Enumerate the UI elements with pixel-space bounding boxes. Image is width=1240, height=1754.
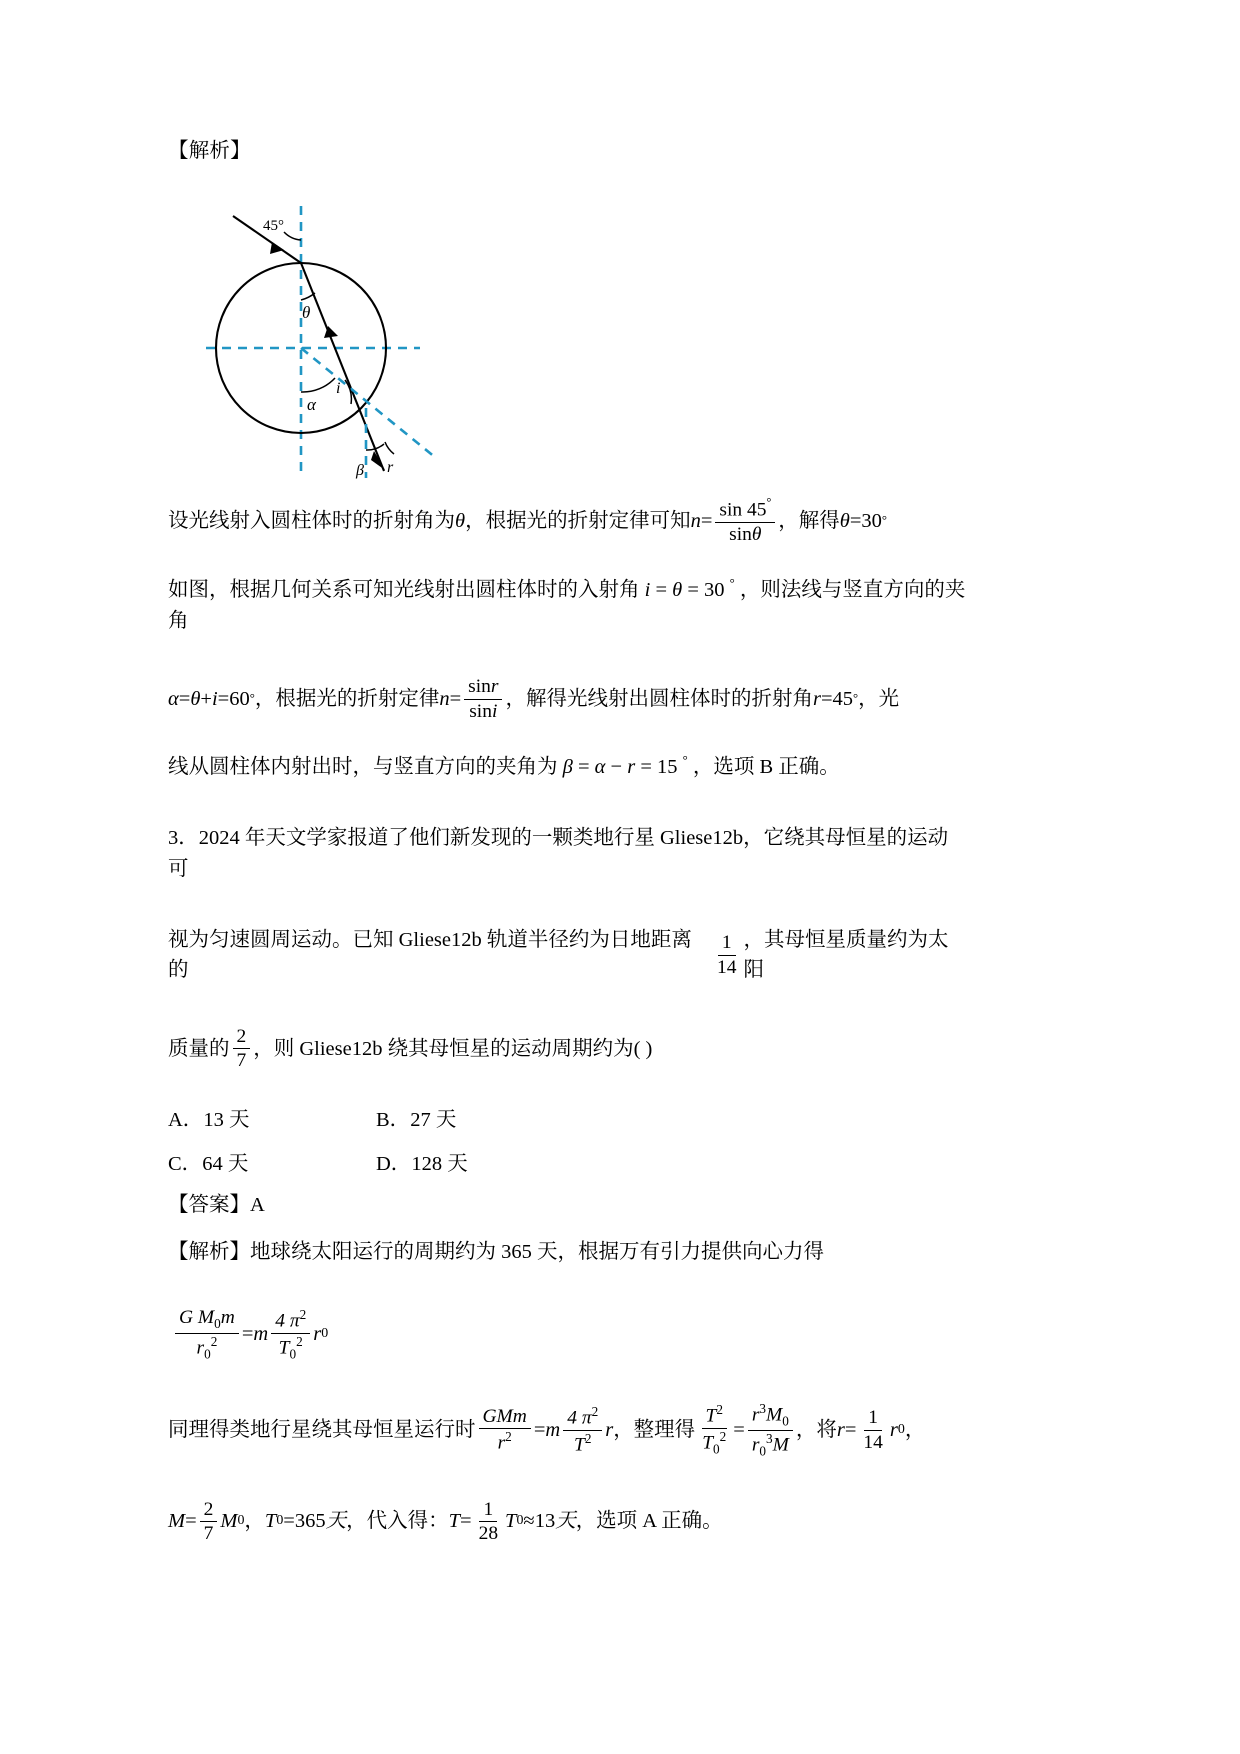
refraction-through-cylinder-diagram xyxy=(188,188,488,488)
question-3-stem-line-3: 质量的 $\frac{2}{7}$ ，则 Gliese12b 绕其母恒星的运动周期约为( ) xyxy=(168,1026,653,1072)
choice-c[interactable]: C．64 天 xyxy=(168,1152,249,1175)
question-3-stem-line-2: 视为匀速圆周运动。已知 Gliese12b 轨道半径约为日地距离的 $\frac{1}{14}$ ，其母恒星质量约为太阳 xyxy=(168,928,949,982)
equation-line-planet: 同理得类地行星绕其母恒星运行时 $\frac{\text{GMm}}{r^2}$ = m $\frac{4 \pi^2}{T^2}$ r ，整理得 $\frac{T^2}{T_0^2}$ = $\frac{r^3M_0}{r_0^3M}$ ，将 r = $\frac{1}{14}$ r 0 ， xyxy=(168,1400,926,1459)
label-i: i xyxy=(336,379,341,397)
solution-line-4: 线从圆柱体内射出时，与竖直方向的夹角为 β = α − r = 15 ° ，选项 B 正确。 xyxy=(168,753,840,779)
fraction-sin45-over-sintheta: $\frac{\sin 45^\circ}{\sin\theta}$ xyxy=(715,498,775,545)
choice-a[interactable]: A．13 天 xyxy=(168,1108,250,1131)
equation-line-final: M = $\frac{2}{7}$ M 0 ， T 0 = 365 天 ，代入得： T = $\frac{1}{28}$ T 0 ≈ 13 天 ，选项 A 正确。 xyxy=(168,1498,723,1545)
choices-row-cd xyxy=(168,1146,968,1176)
choice-b[interactable]: B．27 天 xyxy=(376,1108,457,1131)
analysis-heading-1: 【解析】 xyxy=(168,140,251,162)
fraction-one-twentyeighth: $\frac{1}{28}$ xyxy=(478,1498,499,1545)
arc-theta xyxy=(301,293,315,300)
fraction-GMm-over-rsq: $\frac{\text{GMm}}{r^2}$ xyxy=(479,1406,531,1454)
fraction-two-sevenths: $\frac{2}{7}$ xyxy=(233,1026,251,1072)
label-theta: θ xyxy=(302,302,311,322)
label-45deg: 45° xyxy=(263,217,284,234)
exit-normal-dashed xyxy=(301,348,436,458)
fraction-r3M0-over-r03M: $\frac{r^3M_0}{r_0^3M}$ xyxy=(748,1402,793,1459)
answer-line xyxy=(168,1190,968,1221)
label-r: r xyxy=(387,458,394,476)
label-alpha: α xyxy=(307,394,316,414)
answer-value: A xyxy=(250,1193,265,1216)
solution-line-3: α = θ + i = 60 ° ，根据光的折射定律 n = $\frac{\sin r}{\sin i}$ ，解得光线射出圆柱体时的折射角 r = 45 ° ，光 xyxy=(168,676,900,722)
fraction-one-fourteenth: $\frac{1}{14}$ xyxy=(717,932,737,978)
arc-45deg xyxy=(284,232,301,240)
analysis-label: 【解析】 xyxy=(168,1240,250,1263)
fraction-4pisq-over-T0sq: $\frac{4 \pi^2}{T_0^2}$ xyxy=(271,1308,310,1362)
equation-kepler-earth: $\frac{G M_0m}{r_0^2}$ = m $\frac{4 \pi^2}{T_0^2}$ r 0 xyxy=(172,1307,968,1361)
arc-i xyxy=(345,380,351,404)
analysis-line-q3: 【解析】地球绕太阳运行的周期约为 365 天，根据万有引力提供向心力得 xyxy=(168,1240,824,1263)
fraction-one-fourteenth-2: $\frac{1}{14}$ xyxy=(863,1407,883,1453)
question-number: 3． xyxy=(168,827,199,850)
solution-line-1: 设光线射入圆柱体时的折射角为 θ ，根据光的折射定律可知 n = $\frac{\sin 45^\circ}{\sin\theta}$ ，解得 θ = 30 ° xyxy=(168,495,888,545)
arc-r xyxy=(385,442,394,454)
fraction-GM0m-over-r0sq: $\frac{G M_0m}{r_0^2}$ xyxy=(175,1307,239,1361)
choices-row-ab xyxy=(168,1102,968,1132)
fraction-Tsq-over-T0sq: $\frac{T^2}{T_0^2}$ xyxy=(702,1402,727,1457)
sym-n: n xyxy=(690,509,701,532)
solution-line-2: 如图，根据几何关系可知光线射出圆柱体时的入射角 i = θ = 30 ° ，则法线与竖直方向的夹角 xyxy=(168,575,966,632)
answer-label: 【答案】 xyxy=(168,1193,250,1216)
sym-theta: θ xyxy=(455,509,466,532)
label-beta: β xyxy=(356,461,364,479)
fraction-two-sevenths-2: $\frac{2}{7}$ xyxy=(200,1499,218,1545)
fraction-4pisq-over-Tsq: $\frac{4 \pi^2}{T^2}$ xyxy=(563,1405,602,1456)
choice-d[interactable]: D．128 天 xyxy=(376,1152,468,1175)
page-content xyxy=(168,138,968,1570)
question-3-stem-line-1: 3．2024 年天文学家报道了他们新发现的一颗类地行星 Gliese12b，它绕其母恒星的运动可 xyxy=(168,827,949,880)
fraction-sinr-over-sini: $\frac{\sin r}{\sin i}$ xyxy=(464,676,502,722)
arc-alpha xyxy=(301,378,335,392)
incident-ray-arrow xyxy=(270,242,284,254)
figure-svg xyxy=(188,188,488,488)
